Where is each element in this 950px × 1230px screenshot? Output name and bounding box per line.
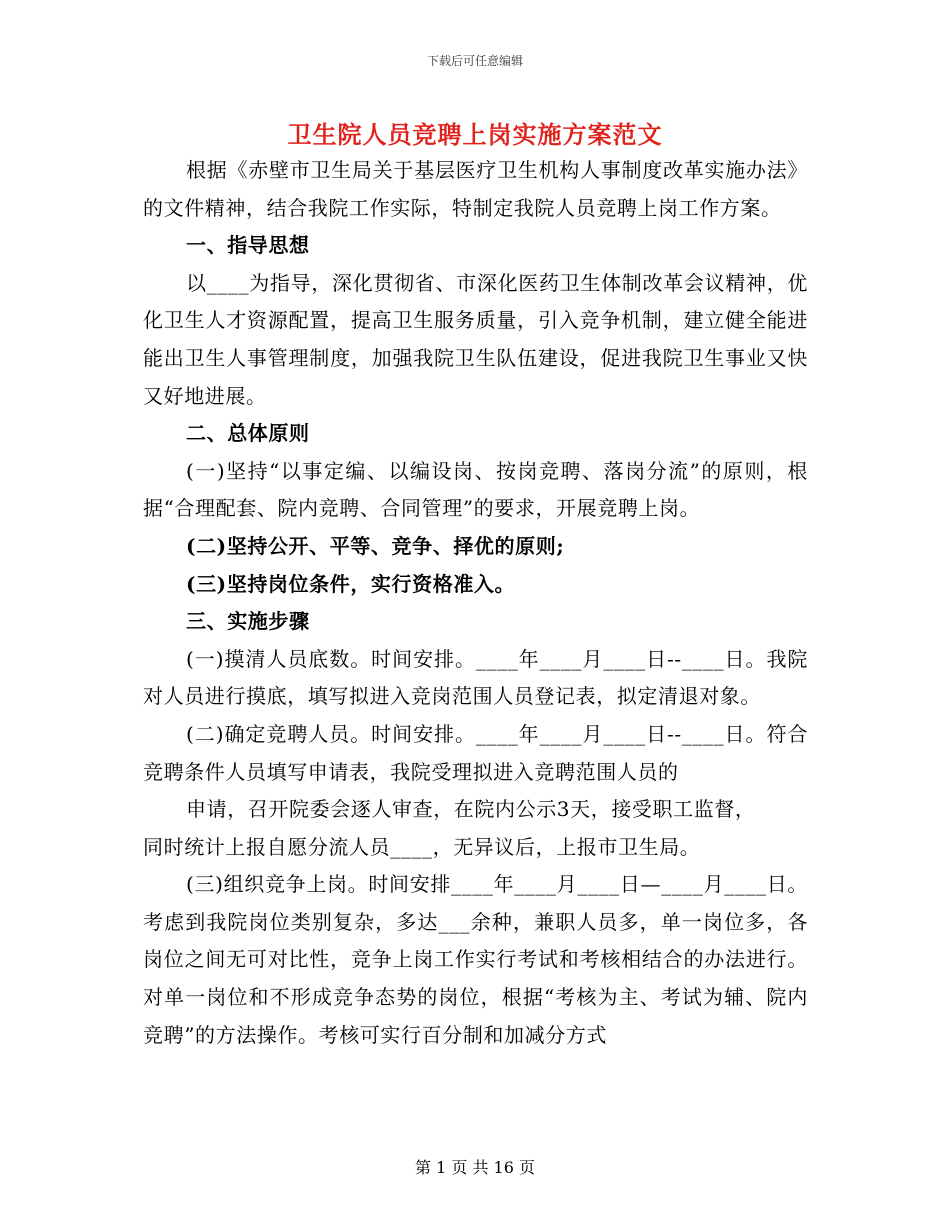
download-note-header: 下载后可任意编辑 [426, 54, 523, 68]
principle-two-paragraph: (二)坚持公开、平等、竞争、择优的原则; [186, 533, 565, 558]
principle-three-paragraph: (三)坚持岗位条件，实行资格准入。 [186, 571, 516, 596]
section-heading-guiding: 一、指导思想 [186, 233, 310, 258]
document-title: 卫生院人员竞聘上岗实施方案范文 [287, 120, 663, 149]
intro-paragraph: 根据《赤壁市卫生局关于基层医疗卫生机构人事制度改革实施办法》的文件精神，结合我院工作实际，特制定我院人员竞聘上岗工作方案。 [143, 158, 808, 220]
section-heading-steps: 三、实施步骤 [186, 609, 310, 634]
principle-one-paragraph: (一)坚持“以事定编、以编设岗、按岗竞聘、落岗分流”的原则，根据“合理配套、院内竞聘、合同管理”的要求，开展竞聘上岗。 [143, 458, 808, 521]
document-body [143, 152, 808, 1054]
guiding-paragraph: 以____为指导，深化贯彻省、市深化医药卫生体制改革会议精神，优化卫生人才资源配置，提高卫生服务质量，引入竞争机制，建立健全能进能出卫生人事管理制度，加强我院卫生队伍建设，促进我院卫生事业又快又好地进展。 [143, 270, 808, 408]
step-three-paragraph: (三)组织竞争上岗。时间安排____年____月____日—____月____日。考虑到我院岗位类别复杂，多达___余种，兼职人员多，单一岗位多，各岗位之间无可对比性，竞争上岗工作实行考试和考核相结合的办法进行。对单一岗位和不形成竞争态势的岗位，根据“考核为主、考试为辅、院内竞聘”的方法操作。考核可实行百分制和加减分方式 [143, 872, 808, 1047]
section-heading-principles: 二、总体原则 [186, 421, 310, 446]
page-number-footer: 第 1 页 共 16 页 [415, 1158, 535, 1177]
step-two-paragraph: (二)确定竞聘人员。时间安排。____年____月____日--____日。符合竞聘条件人员填写申请表，我院受理拟进入竞聘范围人员的 [143, 721, 808, 784]
step-two-continued-line: 申请，召开院委会逐人审查，在院内公示3天，接受职工监督， [186, 797, 756, 822]
step-two-final-line: 同时统计上报自愿分流人员____，无异议后，上报市卫生局。 [143, 834, 701, 859]
step-one-paragraph: (一)摸清人员底数。时间安排。____年____月____日--____日。我院对人员进行摸底，填写拟进入竞岗范围人员登记表，拟定清退对象。 [143, 646, 808, 709]
